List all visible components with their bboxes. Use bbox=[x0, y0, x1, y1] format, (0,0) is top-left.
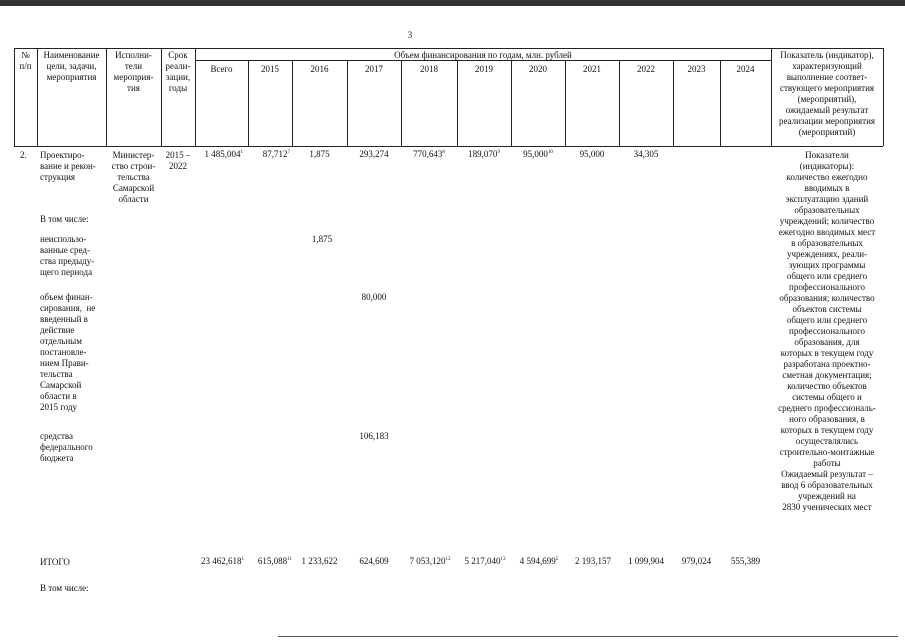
totals-2020 bbox=[511, 556, 567, 567]
sub-item-value: 80,000 bbox=[361, 292, 387, 302]
totals-2018 bbox=[401, 556, 459, 567]
row-2020 bbox=[511, 149, 565, 160]
header-year: 2020 bbox=[529, 64, 547, 74]
footnote-mark: 12 bbox=[445, 557, 451, 562]
totals-total bbox=[192, 556, 244, 567]
row-2019 bbox=[457, 149, 511, 160]
header-period: Срок реали- зации, годы bbox=[165, 50, 191, 93]
page-number: 3 bbox=[407, 30, 413, 40]
header-total: Всего bbox=[210, 64, 233, 74]
header-year: 2019 bbox=[475, 64, 493, 74]
row-2022: 34,305 bbox=[633, 149, 659, 159]
header-year: 2017 bbox=[365, 64, 383, 74]
row-name: Проектиро- вание и рекон- струкция bbox=[40, 150, 96, 182]
footnote-mark: 1 bbox=[241, 557, 244, 562]
sub-item-name: неиспользо- ванные сред- ства предыду- щего периода bbox=[40, 234, 95, 277]
footnote-mark: 13 bbox=[500, 557, 506, 562]
sub-item-name: средства федерального бюджета bbox=[40, 431, 93, 463]
totals-2020-value: 4 594,699 bbox=[519, 556, 556, 566]
totals-2019 bbox=[457, 556, 513, 567]
footnote-mark: 11 bbox=[287, 557, 292, 562]
totals-2024: 555,389 bbox=[730, 556, 761, 566]
sub-item-value: 106,183 bbox=[359, 431, 389, 441]
totals-2022: 1 099,904 bbox=[628, 556, 664, 566]
header-year: 2018 bbox=[420, 64, 438, 74]
header-name: Наименование цели, задачи, мероприятия bbox=[43, 50, 100, 82]
row-2018-value: 770,643 bbox=[413, 149, 443, 159]
header-num: № п/п bbox=[19, 50, 32, 71]
totals-2018-value: 7 053,120 bbox=[409, 556, 446, 566]
header-year: 2022 bbox=[637, 64, 655, 74]
row-2016: 1,875 bbox=[309, 149, 330, 159]
totals-2015-value: 615,088 bbox=[257, 556, 288, 566]
row-total bbox=[195, 149, 243, 160]
totals-2016: 1 233,622 bbox=[301, 556, 338, 566]
scan-bottom-line bbox=[278, 636, 898, 637]
header-year: 2021 bbox=[583, 64, 601, 74]
totals-including-label: В том числе: bbox=[40, 583, 89, 593]
row-number: 2. bbox=[20, 150, 27, 160]
totals-2015 bbox=[248, 556, 292, 567]
row-2020-value: 95,000 bbox=[523, 149, 548, 159]
footnote-mark: 10 bbox=[547, 150, 553, 155]
header-year: 2015 bbox=[261, 64, 279, 74]
header-year: 2016 bbox=[310, 64, 329, 74]
row-indicator: Показатели (индикаторы): количество ежегодно вводимых в эксплуатацию зданий образовательных учреждений; количество ежегодно вводимых мест в образовательных учреждениях, реали- зующих программы общего или среднего профессионального образования; количество объектов системы общего или среднего профессионального образования, для которых в текущем году разработана проектно- сметная документация; количество объектов системы общего и среднего профессиональ- ного образования, в которых в текущем году осуществлялись строительно-монтажные работы Ожидаемый результат – ввод 6 образовательных учреждений на 2830 ученических мест bbox=[778, 150, 876, 512]
footnote-mark: 8 bbox=[442, 150, 445, 155]
scan-top-border bbox=[0, 0, 905, 6]
totals-2017: 624,609 bbox=[359, 556, 389, 566]
header-year: 2023 bbox=[687, 64, 706, 74]
col-line bbox=[883, 48, 884, 146]
row-2015 bbox=[248, 149, 290, 160]
sub-item-name: объем финан- сирования, не введенный в действие отдельным постановле- нием Прави- тельства Самарской области в 2015 году bbox=[40, 292, 96, 412]
header-year: 2024 bbox=[736, 64, 755, 74]
row-2015-value: 87,712 bbox=[262, 149, 288, 159]
row-executor: Министер- ство строи- тельства Самарской области bbox=[111, 150, 156, 204]
including-label: В том числе: bbox=[40, 214, 89, 224]
totals-2019-value: 5 217,040 bbox=[464, 556, 501, 566]
totals-2021: 2 193,157 bbox=[575, 556, 611, 566]
footnote-mark: 1 bbox=[240, 150, 243, 155]
header-funding-title: Объем финансирования по годам, млн. рублей bbox=[394, 50, 572, 60]
totals-label: ИТОГО bbox=[40, 557, 70, 567]
totals-2023: 979,024 bbox=[681, 556, 712, 566]
row-2019-value: 189,070 bbox=[468, 149, 498, 159]
totals-total-value: 23 462,618 bbox=[201, 556, 242, 566]
row-total-value: 1 485,004 bbox=[204, 149, 241, 159]
header-bottom-line bbox=[14, 146, 883, 147]
footnote-mark: 5 bbox=[555, 557, 559, 562]
header-indicator: Показатель (индикатор), характеризующий выполнение соответ- ствующего мероприятия (мероприятий), ожидаемый результат реализации мероприятия (мероприятий) bbox=[778, 50, 876, 137]
header-executors: Исполни- тели мероприя- тия bbox=[113, 50, 154, 93]
row-2017: 293,274 bbox=[359, 149, 389, 159]
footnote-mark: 9 bbox=[497, 150, 500, 155]
col-line bbox=[195, 48, 196, 146]
row-2021: 95,000 bbox=[579, 149, 605, 159]
row-2018 bbox=[401, 149, 457, 160]
row-period: 2015 – 2022 bbox=[165, 150, 191, 171]
table-top-line bbox=[14, 48, 883, 49]
sub-item-value: 1,875 bbox=[311, 234, 333, 244]
footnote-mark: 7 bbox=[287, 150, 290, 155]
